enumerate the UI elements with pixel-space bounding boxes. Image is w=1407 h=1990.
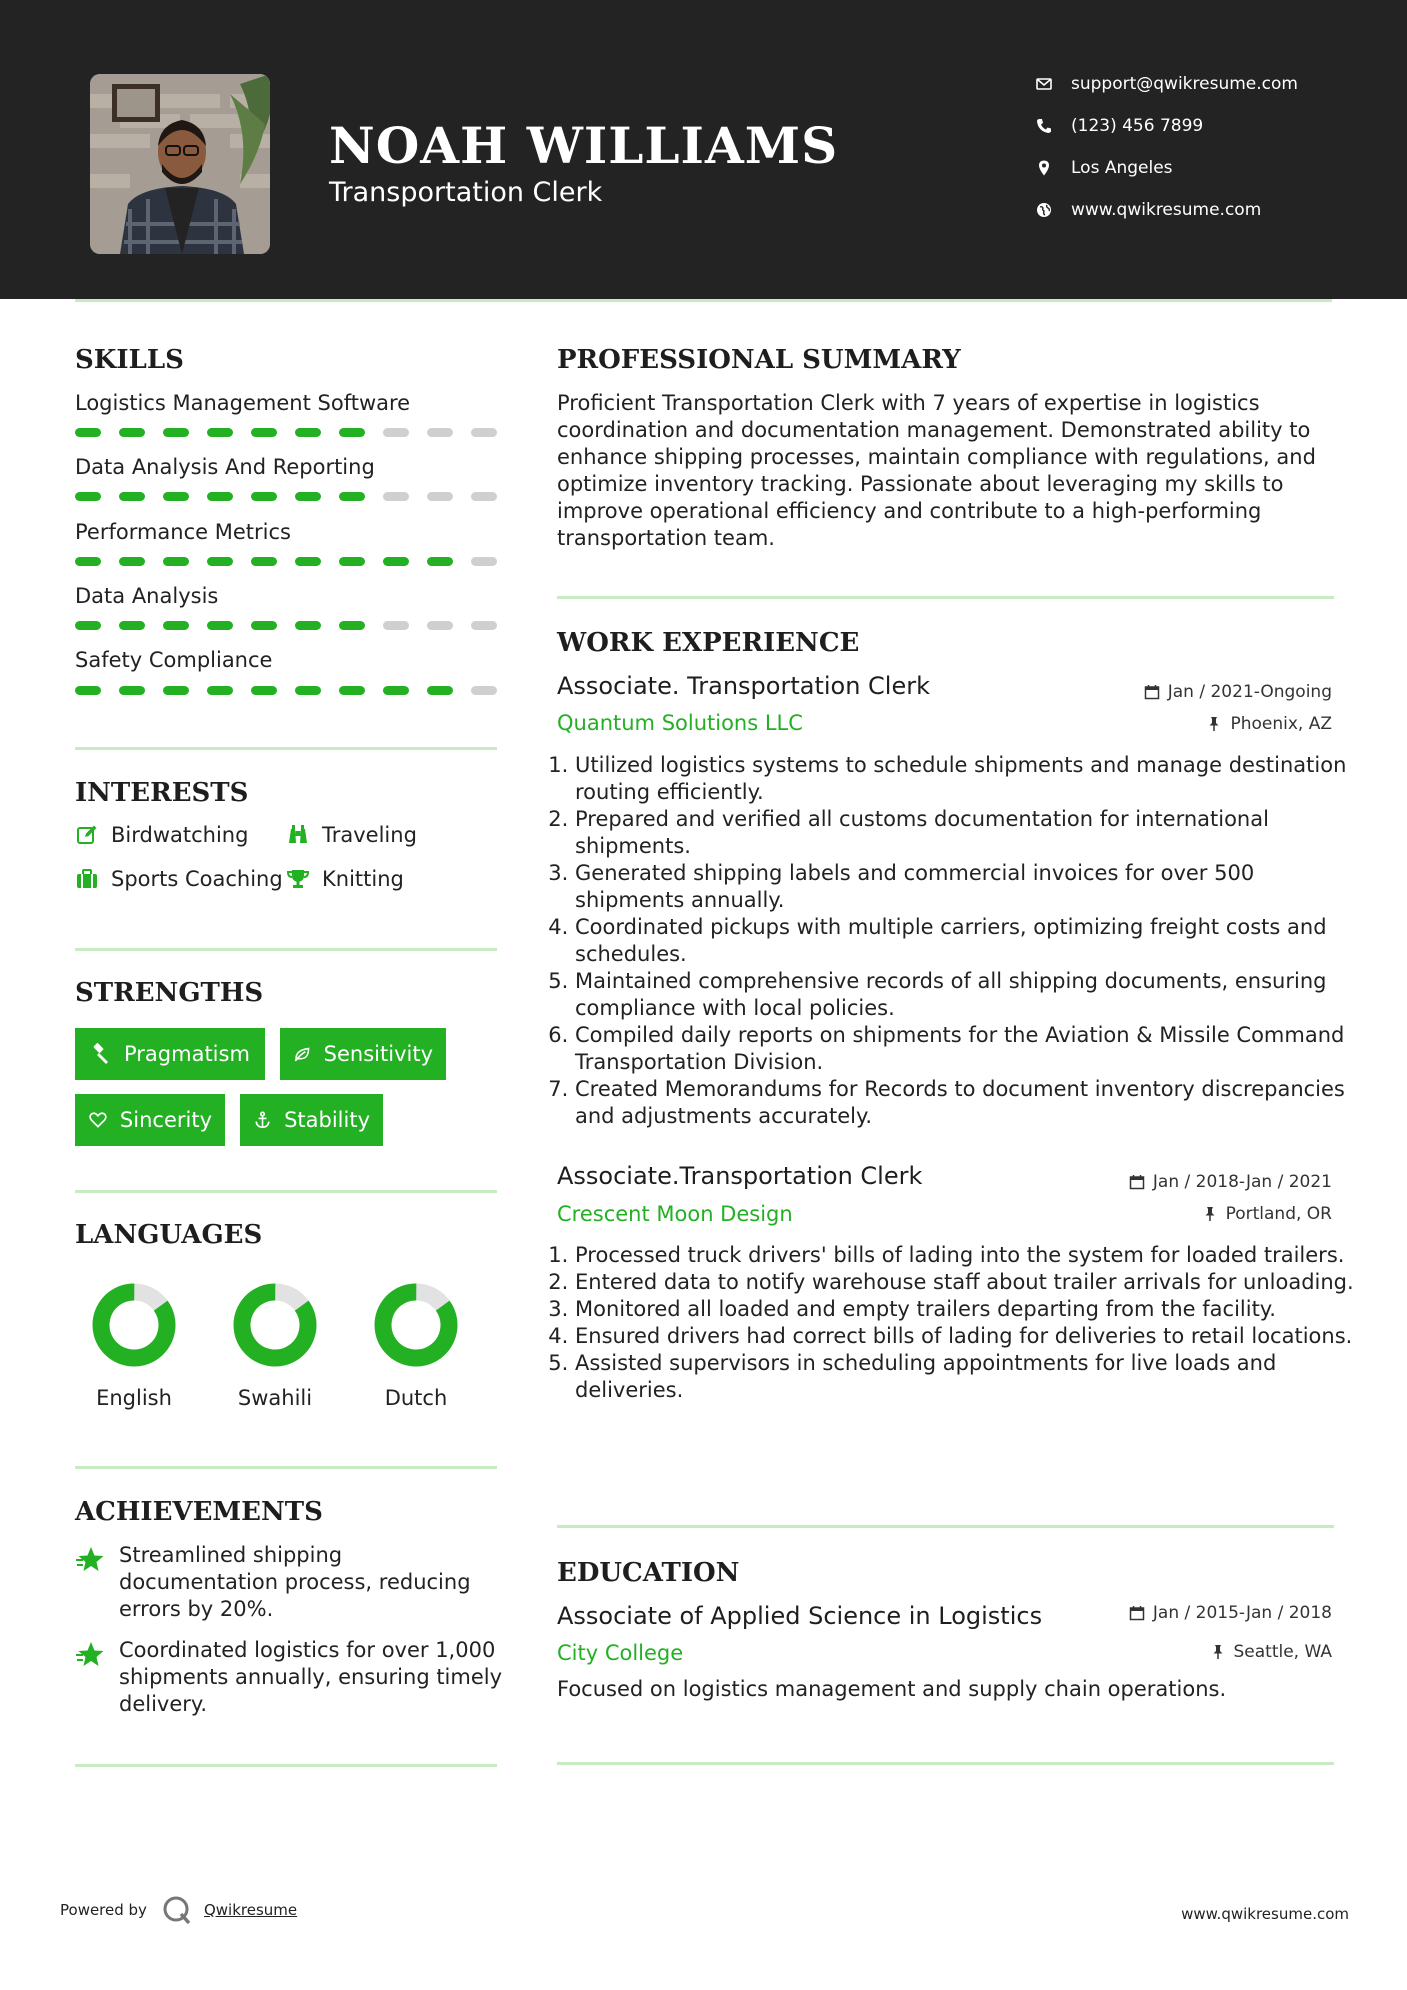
duty-item: 1. Utilized logistics systems to schedule shipments and manage destination routing efficiently. [575,752,1360,806]
skill-dash [207,621,233,630]
skill-dash [75,621,101,630]
skill-dash [75,492,101,501]
skill-dash [383,557,409,566]
duty-item: 3. Generated shipping labels and commercial invoices for over 500 shipments annually. [575,860,1360,914]
envelope-icon [1035,75,1053,93]
section-divider [75,948,497,951]
skill-dash [339,557,365,566]
achievements-heading: ACHIEVEMENTS [75,1497,323,1527]
interest-item: Traveling [286,823,417,847]
phone-icon [1035,117,1053,135]
skill-dash [207,428,233,437]
skill-dash [119,686,145,695]
footer-brand-link[interactable]: Qwikresume [203,1901,298,1919]
skill-dash [339,686,365,695]
experience-heading: WORK EXPERIENCE [557,628,860,658]
contact-email[interactable] [1035,71,1298,97]
skill-dash [251,686,277,695]
job-dates: Jan / 2018-Jan / 2021 [1129,1172,1332,1192]
skill-dash [251,621,277,630]
education-dates: Jan / 2015-Jan / 2018 [1129,1603,1332,1623]
skill-dash [75,557,101,566]
skill-dash [163,686,189,695]
calendar-icon [1129,1174,1145,1190]
section-divider [75,1764,497,1767]
summary-text: Proficient Transportation Clerk with 7 years of expertise in logistics coordination and documentation management. Demonstrated ability to enhance shipping processes, maintain compliance with regulations, and optimize inventory tracking. Passionate about leveraging my skills to improve operational efficiency and contribute to a high-performing transportation team. [557,391,1316,550]
strength-badge: Sensitivity [280,1028,446,1080]
skill-dash [163,492,189,501]
achievement-item [75,1542,505,1623]
duty-item: 6. Compiled daily reports on shipments for the Aviation & Missile Command Transportation Division. [575,1022,1360,1076]
interest-item: Sports Coaching [75,867,283,891]
section-divider [75,1190,497,1193]
contact-phone[interactable] [1035,113,1203,139]
skill-dash [471,428,497,437]
skill-rating [75,686,497,695]
heart-icon [88,1108,108,1132]
skill-dash [207,557,233,566]
contact-website[interactable] [1035,197,1261,223]
skill-dash [339,621,365,630]
skill-dash [119,557,145,566]
job-dates: Jan / 2021-Ongoing [1144,682,1332,702]
skill-dash [295,686,321,695]
map-marker-icon [1035,159,1053,177]
skill-name: Data Analysis And Reporting [75,455,375,479]
binoculars-icon [286,823,310,847]
skill-dash [75,428,101,437]
duty-item: 2. Entered data to notify warehouse staff about trailer arrivals for unloading. [575,1269,1360,1296]
pushpin-icon [1206,716,1222,732]
languages-heading: LANGUAGES [75,1220,263,1250]
skill-dash [339,428,365,437]
section-divider [75,747,497,750]
skill-dash [471,557,497,566]
language-label: Dutch [384,1386,448,1410]
section-divider [557,596,1334,599]
job-duties-list [557,1242,1360,1404]
skill-dash [427,492,453,501]
star-icon [75,1544,107,1576]
skill-name: Data Analysis [75,584,219,608]
language-proficiency-ring [89,1280,179,1370]
skill-dash [119,621,145,630]
duty-item: 4. Ensured drivers had correct bills of lading for deliveries to retail locations. [575,1323,1360,1350]
language-proficiency-ring [371,1280,461,1370]
leaf-icon [293,1042,312,1066]
interest-item: Knitting [286,867,404,891]
skill-dash [295,428,321,437]
education-location: Seattle, WA [1210,1642,1333,1662]
language-label: English [96,1386,172,1410]
achievement-text: Streamlined shipping documentation process, reducing errors by 20%. [119,1543,471,1621]
skill-name: Logistics Management Software [75,391,411,415]
candidate-title: Transportation Clerk [329,177,603,208]
skill-dash [383,621,409,630]
language-proficiency-ring [230,1280,320,1370]
skill-dash [163,621,189,630]
calendar-icon [1129,1605,1145,1621]
education-heading: EDUCATION [557,1558,740,1588]
interests-heading: INTERESTS [75,778,249,808]
duty-item: 4. Coordinated pickups with multiple carriers, optimizing freight costs and schedules. [575,914,1360,968]
job-title: Associate.Transportation Clerk [557,1162,923,1190]
duty-item: 5. Maintained comprehensive records of all shipping documents, ensuring compliance with local policies. [575,968,1360,1022]
skill-dash [471,621,497,630]
resume-header [0,0,1407,299]
job-title: Associate. Transportation Clerk [557,672,930,700]
contact-phone-text: (123) 456 7899 [1071,116,1204,136]
skill-dash [295,492,321,501]
language-item [220,1280,330,1410]
skill-dash [251,557,277,566]
strength-badge: Pragmatism [75,1028,265,1080]
skill-rating [75,557,497,566]
job-location: Portland, OR [1202,1204,1332,1224]
strength-badge: Sincerity [75,1094,225,1146]
pushpin-icon [1210,1644,1226,1660]
company-name: Quantum Solutions LLC [557,711,803,735]
pushpin-icon [1202,1206,1218,1222]
skill-rating [75,492,497,501]
skill-dash [427,557,453,566]
skill-dash [427,428,453,437]
gavel-icon [88,1042,112,1066]
skill-dash [207,492,233,501]
header-divider [75,299,1332,302]
company-name: Crescent Moon Design [557,1202,793,1226]
duty-item: 1. Processed truck drivers' bills of lading into the system for loaded trailers. [575,1242,1360,1269]
skill-dash [295,621,321,630]
duty-item: 2. Prepared and verified all customs documentation for international shipments. [575,806,1360,860]
duty-item: 5. Assisted supervisors in scheduling appointments for live loads and deliveries. [575,1350,1360,1404]
achievement-text: Coordinated logistics for over 1,000 shipments annually, ensuring timely delivery. [119,1638,503,1716]
skill-rating [75,428,497,437]
skill-dash [471,492,497,501]
skill-dash [163,428,189,437]
language-item [79,1280,189,1410]
skill-dash [383,492,409,501]
skill-dash [163,557,189,566]
skill-dash [383,428,409,437]
edit-icon [75,823,99,847]
duty-item: 3. Monitored all loaded and empty trailers departing from the facility. [575,1296,1360,1323]
skill-dash [251,428,277,437]
contact-website-text: www.qwikresume.com [1071,200,1262,220]
skill-name: Performance Metrics [75,520,291,544]
achievement-item [75,1637,505,1718]
skill-dash [295,557,321,566]
degree-title: Associate of Applied Science in Logistics [557,1602,1043,1630]
school-name: City College [557,1641,684,1665]
skill-dash [383,686,409,695]
duty-item: 7. Created Memorandums for Records to document inventory discrepancies and adjustments accurately. [575,1076,1360,1130]
skill-dash [75,686,101,695]
language-item [361,1280,471,1410]
section-divider [557,1525,1334,1528]
interest-item: Birdwatching [75,823,248,847]
skill-dash [119,492,145,501]
footer-powered-by: Powered by Qwikresume [60,1895,297,1925]
contact-location [1035,155,1173,181]
section-divider [75,1466,497,1469]
anchor-icon [253,1108,272,1132]
skill-dash [471,686,497,695]
skill-dash [207,686,233,695]
candidate-name: NOAH WILLIAMS [329,116,839,175]
skill-rating [75,621,497,630]
star-icon [75,1639,107,1671]
skills-heading: SKILLS [75,345,184,375]
job-location: Phoenix, AZ [1206,714,1332,734]
language-label: Swahili [237,1386,313,1410]
skill-dash [251,492,277,501]
footer-url[interactable]: www.qwikresume.com [1181,1905,1349,1923]
education-description: Focused on logistics management and supply chain operations. [557,1677,1227,1701]
qwikresume-logo-icon [162,1895,192,1925]
suitcase-icon [75,867,99,891]
summary-heading: PROFESSIONAL SUMMARY [557,345,961,375]
skill-name: Safety Compliance [75,648,273,672]
contact-email-text: support@qwikresume.com [1071,74,1298,94]
skill-dash [339,492,365,501]
job-duties-list [557,752,1360,1130]
section-divider [557,1762,1334,1765]
strengths-heading: STRENGTHS [75,978,264,1008]
skill-dash [427,686,453,695]
globe-icon [1035,201,1053,219]
trophy-icon [286,867,310,891]
skill-dash [119,428,145,437]
skill-dash [427,621,453,630]
calendar-icon [1144,684,1160,700]
contact-location-text: Los Angeles [1071,158,1173,178]
profile-photo [90,74,270,254]
strength-badge: Stability [240,1094,383,1146]
